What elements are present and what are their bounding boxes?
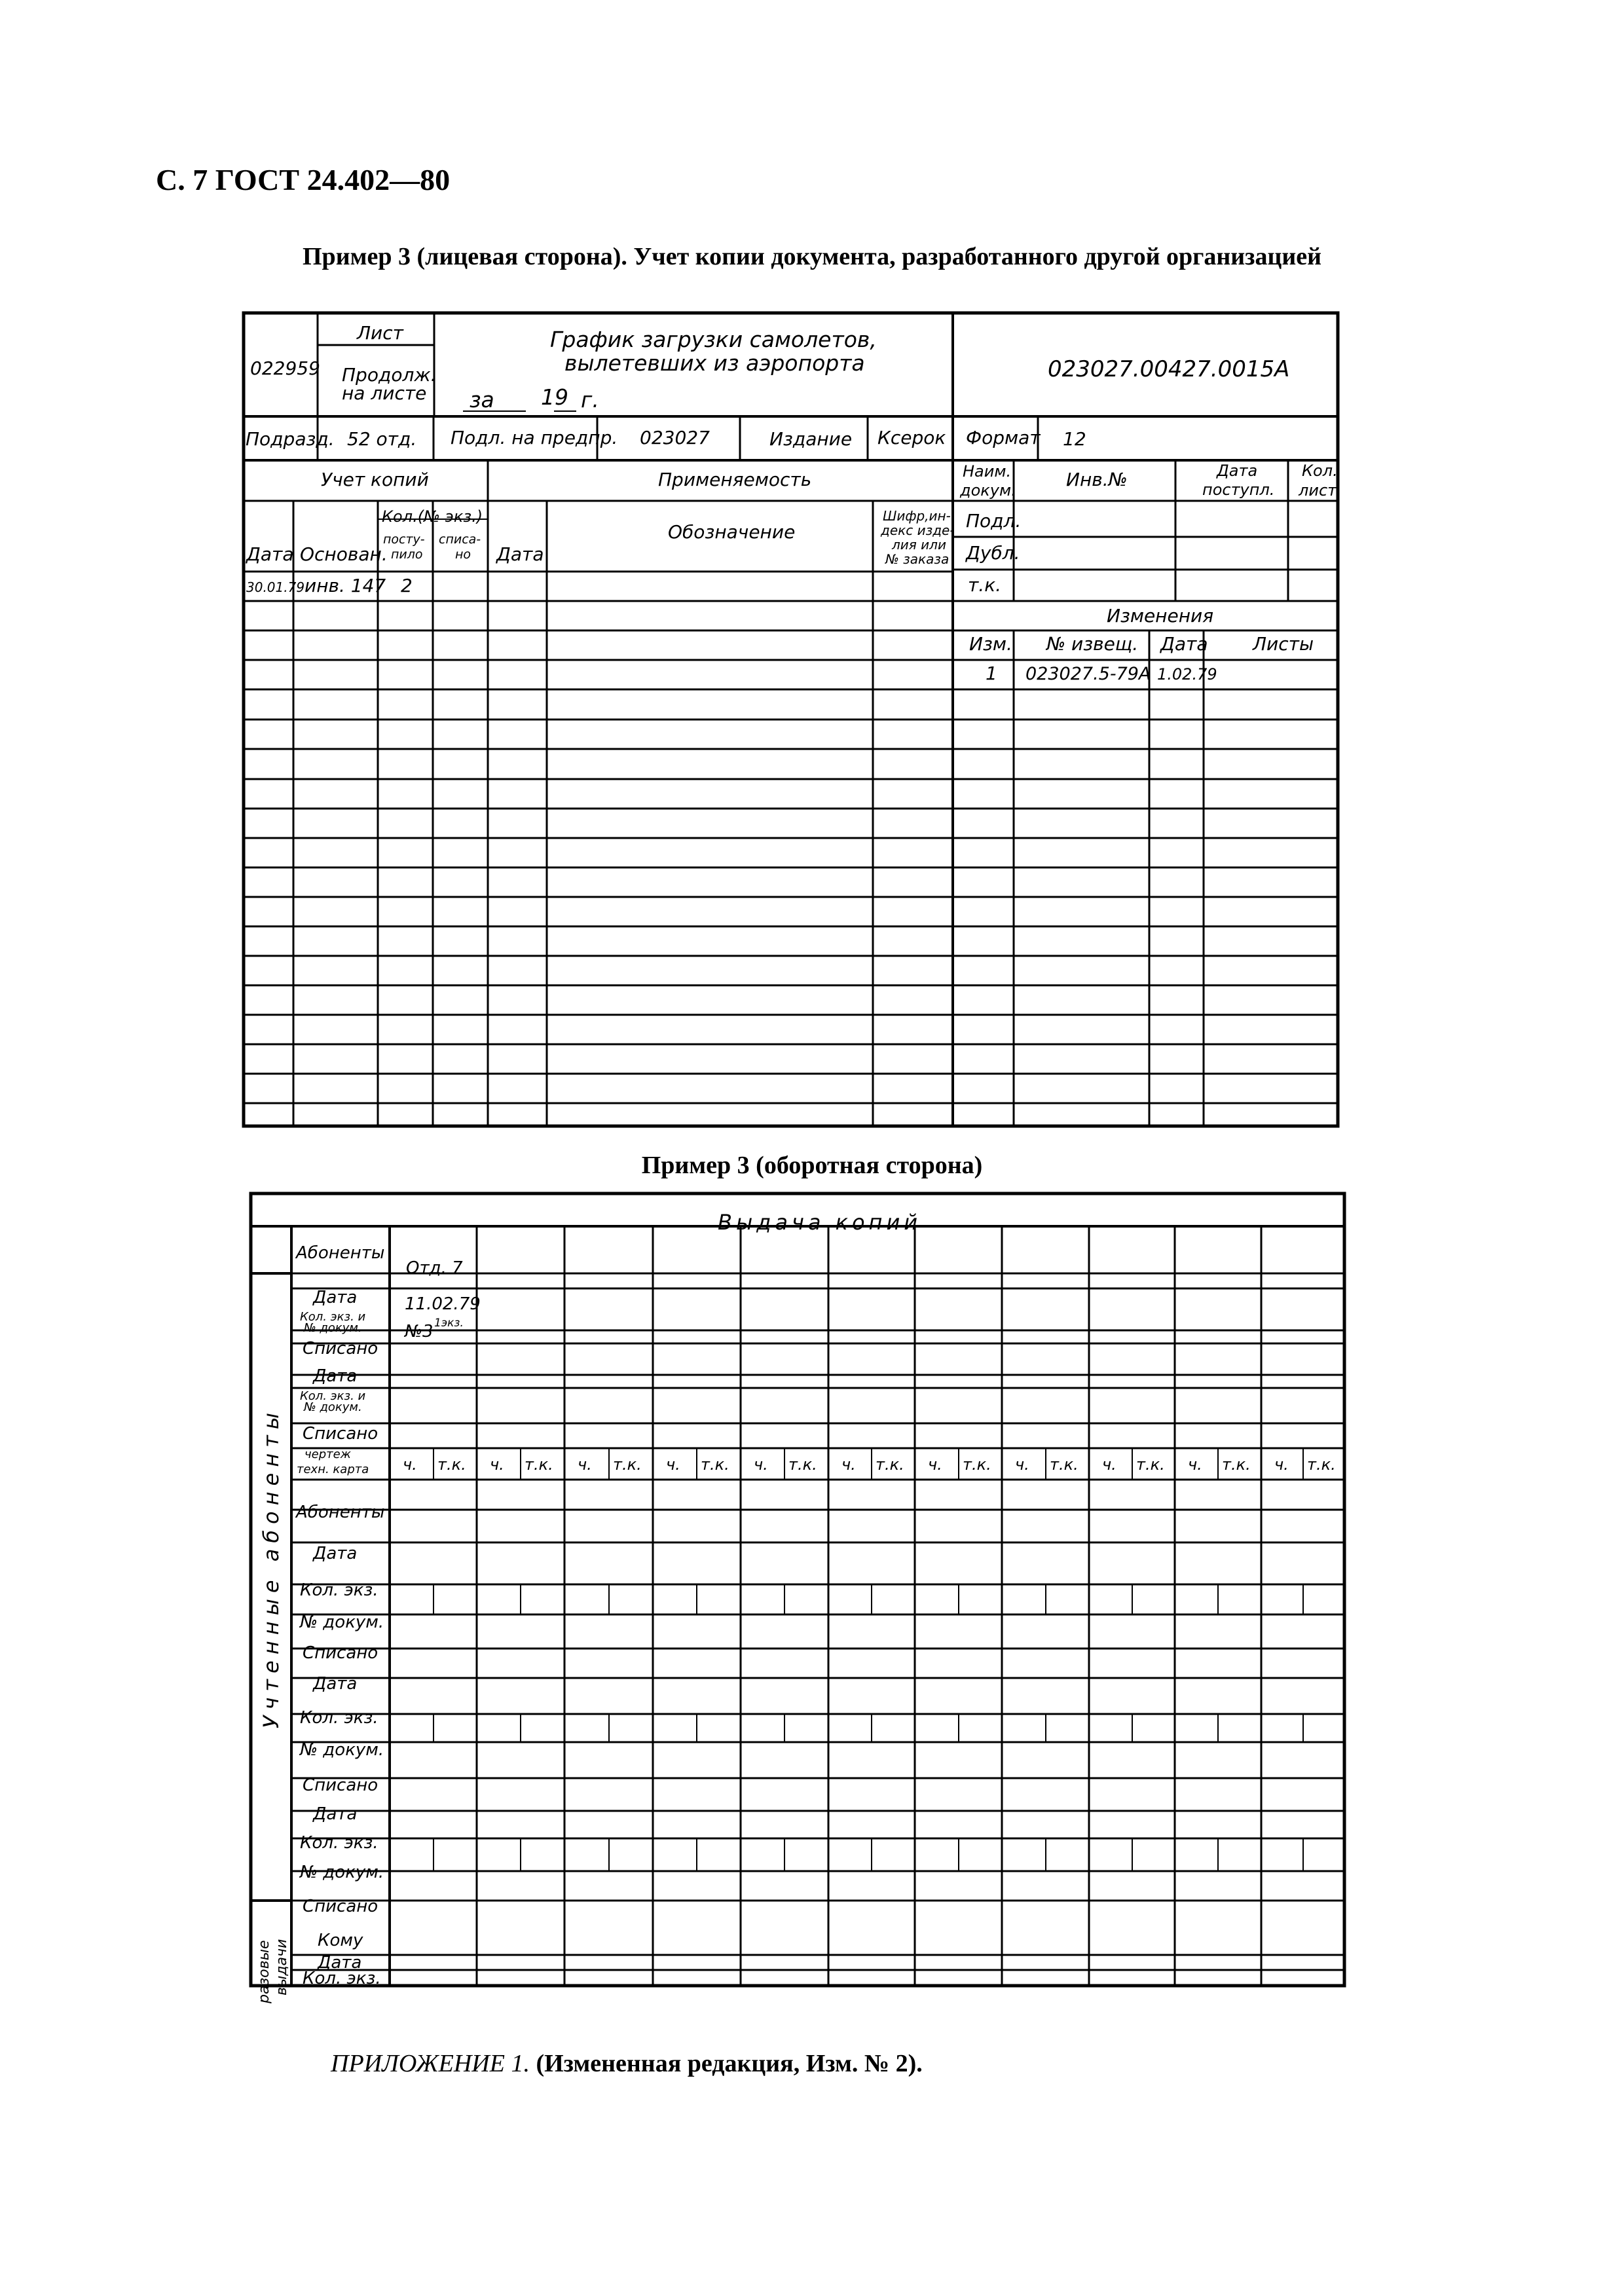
sheets-count-label-1: Кол. (1302, 462, 1338, 480)
title-line-1: График загрузки самолетов, (550, 327, 877, 352)
basis-label: Основан. (300, 543, 388, 565)
sub-ch-label: ч. (578, 1455, 592, 1474)
row-label: Дата (313, 1804, 358, 1824)
row-label: Дата (313, 1544, 358, 1563)
row-orig-label: Подл. (966, 510, 1022, 532)
sub-tk-label: т.к. (1307, 1455, 1336, 1474)
row-label: Кол. экз. и (300, 1310, 366, 1324)
continued-label-2: на листе (342, 382, 427, 404)
row-tk-label: т.к. (968, 574, 1002, 596)
cipher-label-3: лия или (892, 537, 946, 553)
row-label: № докум. (300, 1613, 384, 1632)
row-label: Кол. экз. (303, 1969, 381, 1988)
row-label: Списано (303, 1643, 378, 1663)
row-label: Дата (313, 1288, 358, 1307)
row-label: Абоненты (296, 1503, 385, 1522)
sub-ch-label: ч. (403, 1455, 417, 1474)
footer-note (331, 2049, 923, 2078)
page-header: С. 7 ГОСТ 24.402—80 (156, 163, 451, 196)
receipt-date-label-1: Дата (1217, 462, 1258, 480)
designation: 023027.00427.0015А (1048, 356, 1290, 382)
issue-label: Выдача копий (718, 1210, 922, 1235)
sub-ch-label: ч. (1188, 1455, 1202, 1474)
row1-basis: инв. 147 (304, 575, 386, 596)
sub-tk-label: т.к. (963, 1455, 991, 1474)
written-off-label-2: но (455, 547, 471, 562)
bottom-side-label-1: разовые (256, 1940, 272, 2003)
footer-label: ПРИЛОЖЕНИЕ 1. (331, 2050, 530, 2077)
sub-tk-label: т.к. (613, 1455, 642, 1474)
date2-label: Дата (496, 543, 544, 565)
row-label: № докум. (300, 1740, 384, 1760)
caption-front: Пример 3 (лицевая сторона). Учет копии документа, разработанного другой организацией (303, 243, 1321, 270)
row-label: № докум. (304, 1321, 362, 1335)
period-prefix: за (470, 387, 494, 412)
changes-header-sheets: Листы (1253, 633, 1314, 655)
sub-ch-label: ч. (841, 1455, 856, 1474)
row-label: Кол. экз. (300, 1833, 378, 1853)
row-label: Кол. экз. (300, 1708, 378, 1728)
sub-ch-label: ч. (490, 1455, 504, 1474)
cipher-label-4: № заказа (885, 551, 950, 567)
edition-value: Ксерок (877, 427, 946, 448)
sub-ch-label: ч. (1274, 1455, 1289, 1474)
original-value: 023027 (640, 427, 710, 448)
subdiv-value: 52 отд. (347, 428, 417, 450)
received-label-1: посту- (383, 532, 425, 547)
changes-header-date: Дата (1160, 633, 1208, 655)
designation-col-label: Обозначение (668, 521, 796, 543)
original-label: Подл. на предпр. (451, 427, 618, 448)
changes-header-izm: Изм. (969, 633, 1012, 655)
sub-tk-label: т.к. (1050, 1455, 1079, 1474)
cell-date: 11.02.79 (405, 1294, 481, 1314)
row-label: Дата (313, 1366, 358, 1386)
sub-tk-label: т.к. (876, 1455, 904, 1474)
row-label: Дата (313, 1674, 358, 1694)
change-row-date: 1.02.79 (1157, 665, 1217, 683)
period-year: 19 (541, 384, 568, 410)
caption-back: Пример 3 (оборотная сторона) (641, 1152, 983, 1179)
format-label: Формат (966, 427, 1041, 448)
written-off-label-1: списа- (439, 532, 481, 547)
row-label: техн. карта (297, 1463, 369, 1476)
list-label: Лист (357, 322, 403, 344)
subdiv-label: Подразд. (246, 428, 335, 450)
row-label: Абоненты (296, 1243, 385, 1263)
sub-tk-label: т.к. (437, 1455, 466, 1474)
doc-name-label-2: докум. (960, 481, 1016, 500)
row1-count: 2 (401, 575, 413, 596)
change-row-izm: 1 (986, 663, 997, 684)
copies-label: Учет копий (321, 469, 429, 490)
cipher-label-1: Шифр,ин- (883, 508, 951, 524)
received-label-2: пило (391, 547, 423, 562)
sub-ch-label: ч. (1015, 1455, 1029, 1474)
sub-ch-label: ч. (666, 1455, 680, 1474)
row1-date: 30.01.79 (246, 579, 305, 595)
count-label: Кол.(№ экз.) (382, 507, 483, 526)
sub-tk-label: т.к. (701, 1455, 729, 1474)
row-label: Списано (303, 1776, 378, 1795)
side-label: Учтенные абоненты (259, 1406, 284, 1728)
sub-tk-label: т.к. (1136, 1455, 1165, 1474)
sub-tk-label: т.к. (788, 1455, 817, 1474)
sub-ch-label: ч. (1102, 1455, 1116, 1474)
row-label: Кол. экз. (300, 1580, 378, 1600)
title-line-2: вылетевших из аэропорта (564, 350, 865, 376)
row-label: Списано (303, 1897, 378, 1916)
row-label: Списано (303, 1424, 378, 1444)
inv-label: Инв.№ (1066, 469, 1128, 490)
changes-label: Изменения (1107, 605, 1214, 627)
row-label: № докум. (300, 1863, 384, 1882)
row-label: Кол. экз. и (300, 1389, 366, 1403)
sheet-number: 022959 (250, 357, 320, 379)
continued-label-1: Продолж. (342, 364, 437, 386)
row-label: Дата (318, 1953, 362, 1973)
applicability-label: Применяемость (658, 469, 812, 490)
cell-subscriber: Отд. 7 (406, 1258, 463, 1278)
cell-count-sup: 1экз. (434, 1317, 464, 1330)
sheets-count-label-2: лист. (1299, 481, 1342, 500)
receipt-date-label-2: поступл. (1202, 481, 1275, 499)
changes-header-notice: № извещ. (1046, 633, 1139, 655)
sub-tk-label: т.к. (1222, 1455, 1251, 1474)
footer-text: (Измененная редакция, Изм. № 2). (529, 2050, 923, 2077)
change-row-notice: 023027.5-79А (1025, 664, 1151, 684)
row-label: Списано (303, 1339, 378, 1358)
edition-label: Издание (769, 428, 853, 450)
period-suffix: г. (581, 387, 599, 412)
sub-ch-label: ч. (928, 1455, 942, 1474)
cipher-label-2: декс изде- (881, 522, 955, 538)
sub-tk-label: т.к. (525, 1455, 553, 1474)
bottom-side-label-2: выдачи (274, 1939, 290, 1995)
date-label: Дата (246, 543, 294, 565)
row-label: Кому (318, 1931, 363, 1950)
cell-count-main: №3 (405, 1322, 434, 1341)
row-dupl-label: Дубл. (966, 542, 1020, 564)
format-value: 12 (1063, 428, 1086, 450)
row-label: чертеж (304, 1448, 351, 1461)
sub-ch-label: ч. (754, 1455, 768, 1474)
doc-name-label-1: Наим. (963, 462, 1012, 481)
row-label: № докум. (304, 1400, 362, 1414)
